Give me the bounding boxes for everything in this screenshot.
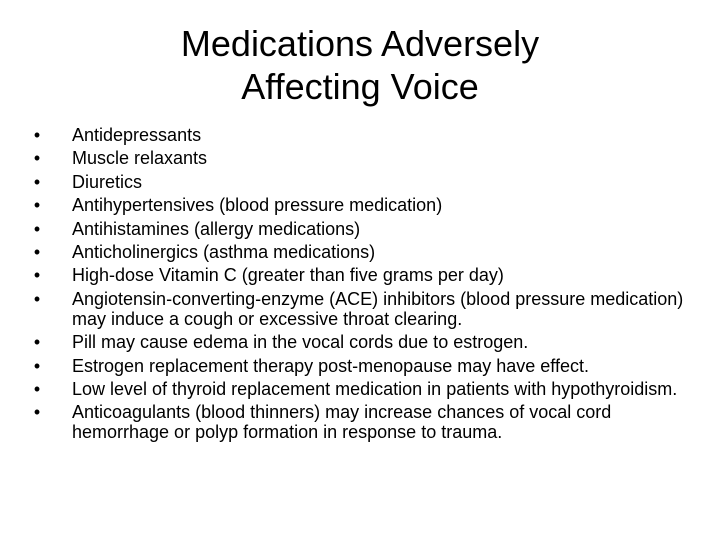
list-item-text: Anticholinergics (asthma medications) (72, 241, 376, 262)
list-item-text: Pill may cause edema in the vocal cords due to estrogen. (72, 332, 529, 353)
list-item (30, 195, 710, 215)
list-item-text: Diuretics (72, 171, 143, 192)
list-item (30, 402, 710, 442)
list-item-text: Estrogen replacement therapy post-menopause may have effect. (72, 355, 589, 376)
list-item-text: Anticoagulants (blood thinners) may increase chances of vocal cord hemorrhage or polyp formation in response to trauma. (72, 402, 612, 443)
list-item-text: Low level of thyroid replacement medication in patients with hypothyroidism. (72, 378, 678, 399)
list-item-text: Angiotensin-converting-enzyme (ACE) inhibitors (blood pressure medication) may induce a cough or excessive throat clearing. (72, 288, 684, 329)
list-item (30, 172, 710, 192)
bullet-list (30, 125, 710, 446)
bullet-icon: • (33, 355, 41, 376)
list-item-text: Antihypertensives (blood pressure medication) (72, 195, 443, 216)
bullet-icon: • (33, 332, 41, 353)
list-item (30, 125, 710, 145)
bullet-icon: • (33, 148, 41, 169)
bullet-icon: • (33, 171, 41, 192)
bullet-icon: • (33, 218, 41, 239)
list-item (30, 379, 710, 399)
bullet-icon: • (33, 241, 41, 262)
list-item (30, 356, 710, 376)
list-item (30, 242, 710, 262)
slide-title (0, 22, 720, 108)
list-item-text: Antihistamines (allergy medications) (72, 218, 361, 239)
list-item (30, 289, 710, 329)
bullet-icon: • (33, 288, 41, 309)
list-item (30, 332, 710, 352)
bullet-icon: • (33, 195, 41, 216)
title-line-2: Affecting Voice (241, 66, 479, 107)
list-item (30, 148, 710, 168)
bullet-icon: • (33, 265, 41, 286)
list-item (30, 265, 710, 285)
bullet-icon: • (33, 402, 41, 423)
bullet-icon: • (33, 125, 41, 145)
list-item (30, 219, 710, 239)
list-item-text: Muscle relaxants (72, 148, 208, 169)
list-item-text: High-dose Vitamin C (greater than five grams per day) (72, 265, 504, 286)
bullet-icon: • (33, 378, 41, 399)
title-line-1: Medications Adversely (180, 23, 540, 64)
list-item-text: Antidepressants (72, 125, 202, 145)
